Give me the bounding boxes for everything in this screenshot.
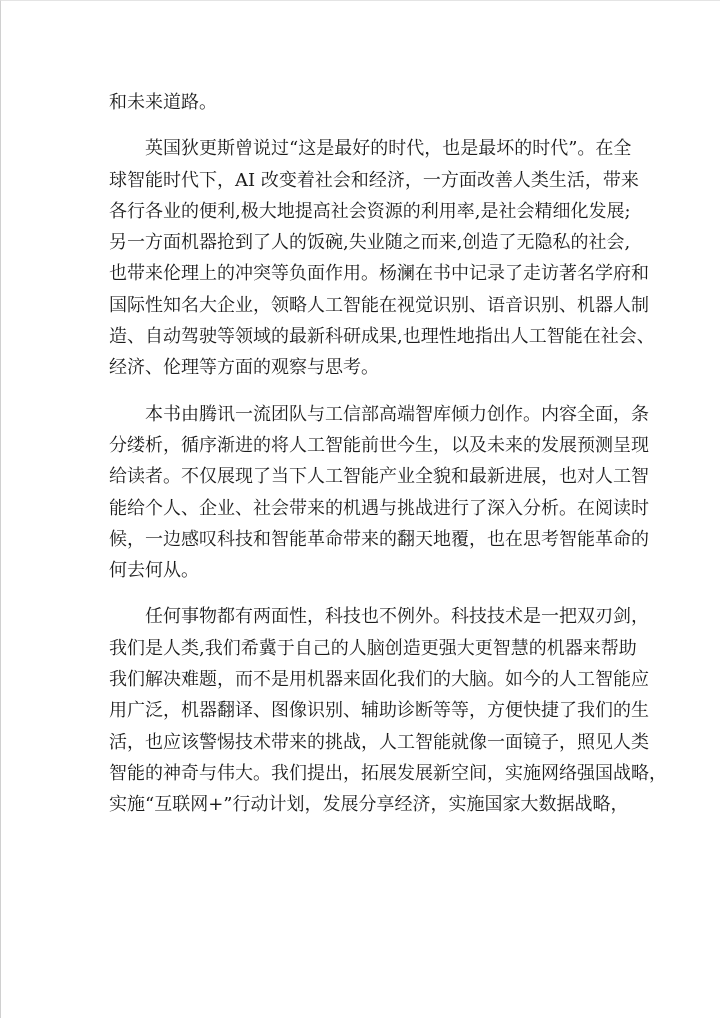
paragraph — [109, 399, 649, 587]
paragraph — [109, 87, 613, 118]
text-line: 分缕析，循序渐进的将人工智能前世今生，以及未来的发展预测呈现 — [109, 434, 649, 456]
text-line: 给读者。不仅展现了当下人工智能产业全貌和最新进展，也对人工智 — [109, 466, 649, 488]
text-line: 和未来道路。 — [109, 92, 217, 113]
text-line: 国际性知名大企业，领略人工智能在视觉识别、语音识别、机器人制 — [109, 294, 649, 316]
text-line: 球智能时代下，AI 改变着社会和经济，一方面改善人类生活，带来 — [109, 169, 639, 191]
text-line: 智能的神奇与伟大。我们提出，拓展发展新空间，实施网络强国战略， — [109, 762, 667, 784]
paragraph — [109, 601, 667, 820]
text-line: 何去何从。 — [109, 560, 199, 582]
text-line: 另一方面机器抢到了人的饭碗,失业随之而来,创造了无隐私的社会, — [109, 232, 631, 254]
text-line: 能给个人、企业、社会带来的机遇与挑战进行了深入分析。在阅读时 — [109, 497, 649, 519]
text-line: 候，一边感叹科技和智能革命带来的翻天地覆，也在思考智能革命的 — [109, 528, 649, 550]
paragraph — [109, 133, 655, 383]
document-body — [109, 87, 667, 821]
paragraph-gap — [109, 118, 613, 133]
text-line: 用广泛，机器翻译、图像识别、辅助诊断等等，方便快捷了我们的生 — [109, 700, 649, 722]
text-line: 经济、伦理等方面的观察与思考。 — [109, 357, 379, 379]
text-line: 任何事物都有两面性，科技也不例外。科技技术是一把双刃剑， — [145, 606, 649, 628]
text-line: 我们解决难题，而不是用机器来固化我们的大脑。如今的人工智能应 — [109, 669, 649, 691]
text-line: 本书由腾讯一流团队与工信部高端智库倾力创作。内容全面，条 — [145, 403, 649, 425]
text-line: 也带来伦理上的冲突等负面作用。杨澜在书中记录了走访著名学府和 — [109, 263, 649, 285]
text-line: 我们是人类,我们希冀于自己的人脑创造更强大更智慧的机器来帮助 — [109, 637, 637, 659]
text-line: 英国狄更斯曾说过“这是最好的时代，也是最坏的时代”。在全 — [145, 138, 632, 160]
text-line: 各行各业的便利,极大地提高社会资源的利用率,是社会精细化发展; — [109, 200, 631, 222]
text-line: 活，也应该警惕技术带来的挑战，人工智能就像一面镜子，照见人类 — [109, 731, 649, 753]
text-line: 造、自动驾驶等领域的最新科研成果,也理性地指出人工智能在社会、 — [109, 326, 655, 348]
paragraph-gap — [109, 586, 613, 601]
text-line: 实施“互联网+”行动计划，发展分享经济，实施国家大数据战略， — [109, 794, 629, 816]
paragraph-gap — [109, 384, 613, 399]
